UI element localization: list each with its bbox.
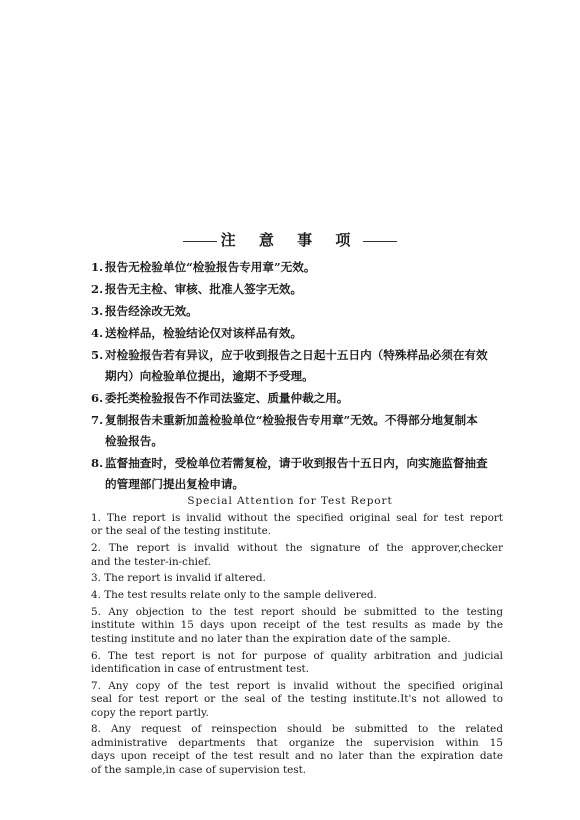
cn-item-number: 1. [91,260,104,274]
en-item-line: institute within 15 days upon receipt of the test results as made by the [91,619,503,632]
cn-item-text: 检验报告。 [105,434,163,448]
title-rule-right [363,241,397,242]
en-notice-item [91,723,503,777]
en-item-line: testing institute and no later than the expiration date of the sample. [91,632,451,645]
cn-item-number: 2. [91,282,104,296]
cn-section-title [0,229,580,250]
en-notice-item [91,542,503,569]
en-item-line: 7. Any copy of the test report is invalid without the specified original [91,679,503,692]
cn-item-number: 3. [91,304,104,318]
cn-item-text: 监督抽查时，受检单位若需复检，请于收到报告十五日内，向实施监督抽查 [105,456,488,470]
cn-item-text: 对检验报告若有异议，应于收到报告之日起十五日内（特殊样品必须在有效 [105,348,488,362]
en-item-line: 5. Any objection to the test report should be submitted to the testing [91,606,503,618]
cn-item-text: 期内）向检验单位提出，逾期不予受理。 [105,369,314,383]
en-item-line: of the sample,in case of supervision test. [91,763,307,776]
cn-notice-list [91,257,511,496]
en-notice-item [91,606,503,646]
en-item-line: 3. The report is invalid if altered. [91,572,266,585]
cn-title-text: 注 意 事 项 [220,231,360,249]
cn-notice-item [91,410,511,452]
en-item-line: or the seal of the testing institute. [91,525,272,538]
en-section-title: Special Attention for Test Report [187,495,393,507]
cn-item-text: 送检样品，检验结论仅对该样品有效。 [105,326,303,340]
cn-notice-item [91,345,511,387]
title-rule-left [183,241,217,242]
en-item-line: identification in case of entrustment test. [91,663,310,676]
cn-item-number: 6. [91,391,104,405]
cn-item-text: 报告经涂改无效。 [105,304,198,318]
cn-item-number: 4. [91,326,104,340]
en-notice-list [91,512,503,780]
en-item-line: administrative departments that organize the supervision within 15 [91,736,503,749]
en-item-line: 1. The report is invalid without the specified original seal for test report [91,512,503,524]
en-item-line: copy the report partly. [91,706,209,719]
cn-item-number: 8. [91,456,104,470]
en-notice-item [91,650,503,677]
en-item-line: days upon receipt of the test result and no later than the expiration date [91,750,503,763]
en-item-line: 6. The test report is not for purpose of quality arbitration and judicial [91,649,503,662]
cn-item-text: 复制报告未重新加盖检验单位“检验报告专用章”无效。不得部分地复制本 [105,413,478,427]
cn-notice-item [91,257,511,278]
cn-notice-item [91,323,511,344]
cn-item-text: 的管理部门提出复检申请。 [105,477,245,491]
en-item-line: 8. Any request of reinspection should be submitted to the related [91,723,503,736]
cn-notice-item [91,301,511,322]
cn-item-text: 报告无主检、审核、批准人签字无效。 [105,282,303,296]
cn-notice-item [91,388,511,409]
cn-item-text: 报告无检验单位“检验报告专用章”无效。 [105,260,316,274]
en-item-line: seal for test report or the seal of the testing institute.It's not allowed to [91,693,503,706]
cn-item-number: 7. [91,413,104,427]
en-item-line: 2. The report is invalid without the signature of the approver,checker [91,542,503,555]
en-notice-item [91,512,503,539]
cn-item-text: 委托类检验报告不作司法鉴定、质量仲裁之用。 [105,391,349,405]
cn-notice-item [91,453,511,495]
en-notice-item [91,572,503,585]
en-notice-item [91,589,503,602]
cn-notice-item [91,279,511,300]
en-item-line: and the tester-in-chief. [91,555,211,568]
cn-item-number: 5. [91,348,104,362]
en-notice-item [91,680,503,720]
en-item-line: 4. The test results relate only to the sample delivered. [91,589,377,602]
